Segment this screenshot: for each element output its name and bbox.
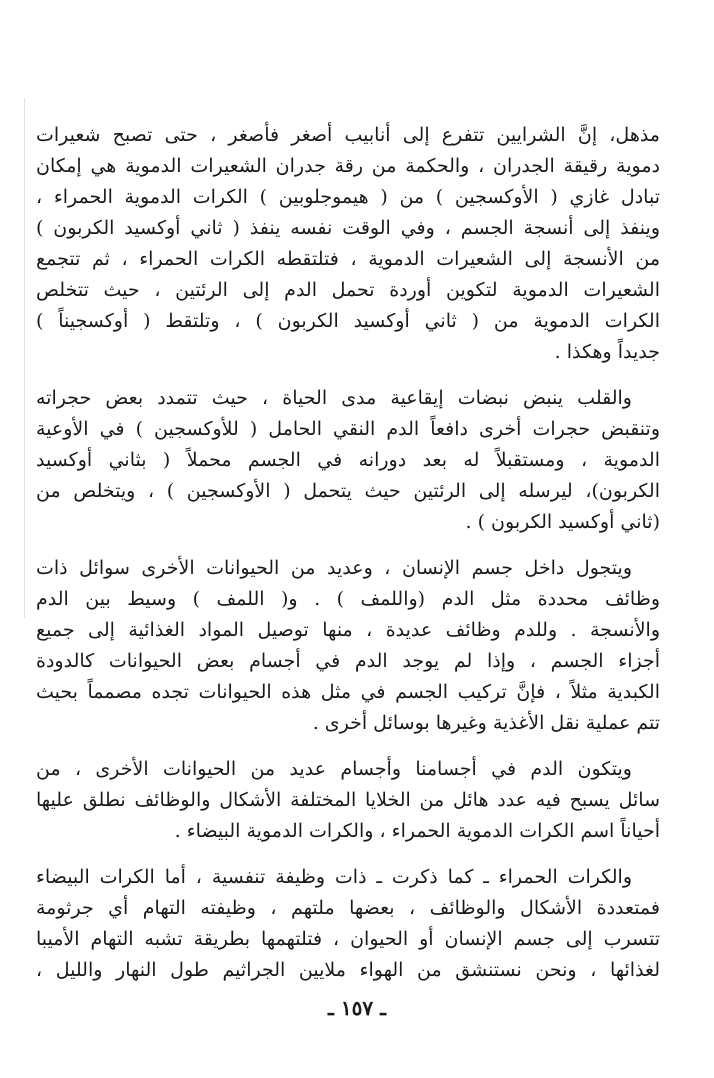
text-line: تتسرب إلى جسم الإنسان أو الحيوان ، فتلتهمها بطريقة تشبه التهام الأميبا: [36, 928, 660, 950]
text-line: من الأنسجة إلى الشعيرات الدموية ، فتلتقطه الكرات الحمراء ، ثم تتجمع: [36, 248, 660, 270]
text-line: والأنسجة . وللدم وظائف عديدة ، منها توصيل المواد الغذائية إلى جميع: [36, 619, 660, 641]
paragraph-2: [0, 383, 714, 538]
text-line: مذهل، إنَّ الشرايين تتفرع إلى أنابيب أصغر فأصغر ، حتى تصبح شعيرات: [36, 124, 660, 146]
text-line: الدموية ، ومستقبلاً له بعد دورانه في الجسم محملاً ( بثاني أوكسيد: [36, 449, 660, 471]
text-line: (ثاني أوكسيد الكربون ) .: [465, 511, 660, 533]
text-line: الكربون)، ليرسله إلى الرئتين حيث يتحمل ( الأوكسجين ) ، ويتخلص من: [36, 480, 660, 502]
body-text: [0, 120, 714, 1001]
page-number: ـ ١٥٧ ـ: [328, 996, 386, 1020]
paragraph-5: [0, 862, 714, 986]
text-line: وظائف محددة مثل الدم (واللمف ) . و( اللمف ) وسيط بين الدم: [36, 588, 660, 610]
paragraph-3: [0, 553, 714, 739]
text-line: جديداً وهكذا .: [554, 341, 660, 363]
text-line: والقلب ينبض نبضات إيقاعية مدى الحياة ، حيث تتمدد بعض حجراته: [36, 387, 632, 409]
text-line: وينفذ إلى أنسجة الجسم ، وفي الوقت نفسه ينفذ ( ثاني أوكسيد الكربون ): [36, 217, 660, 239]
text-line: والكرات الحمراء ـ كما ذكرت ـ ذات وظيفة تنفسية ، أما الكرات البيضاء: [36, 866, 632, 888]
text-line: لغذائها ، ونحن نستنشق من الهواء ملايين الجراثيم طول النهار والليل ،: [36, 959, 660, 981]
text-line: أحياناً اسم الكرات الدموية الحمراء ، والكرات الدموية البيضاء .: [174, 820, 660, 842]
text-line: سائل يسبح فيه عدد هائل من الخلايا المختلفة الأشكال والوظائف نطلق عليها: [36, 789, 660, 811]
paragraph-1: [0, 120, 714, 368]
text-line: الكبدية مثلاً ، فإنَّ تركيب الجسم في مثل هذه الحيوانات تجده مصمماً بحيث: [36, 681, 660, 703]
text-line: فمتعددة الأشكال والوظائف ، بعضها ملتهم ، وظيفته التهام أي جرثومة: [36, 897, 660, 919]
text-line: أجزاء الجسم ، وإذا لم يوجد الدم في أجسام بعض الحيوانات كالدودة: [36, 650, 660, 672]
text-line: تبادل غازي ( الأوكسجين ) من ( هيموجلوبين ) الكرات الدموية الحمراء ،: [36, 186, 660, 208]
text-line: دموية رقيقة الجدران ، والحكمة من رقة جدران الشعيرات الدموية هي إمكان: [36, 155, 660, 177]
text-line: الكرات الدموية من ( ثاني أوكسيد الكربون ) ، وتلتقط ( أوكسجيناً ): [36, 310, 660, 332]
text-line: الشعيرات الدموية لتكوين أوردة تحمل الدم إلى الرئتين ، حيث تتخلص: [36, 279, 660, 301]
text-line: ويتجول داخل جسم الإنسان ، وعديد من الحيوانات الأخرى سوائل ذات: [36, 557, 632, 579]
text-line: ويتكون الدم في أجسامنا وأجسام عديد من الحيوانات الأخرى ، من: [36, 758, 632, 780]
text-line: تتم عملية نقل الأغذية وغيرها بوسائل أخرى .: [312, 712, 660, 734]
paragraph-4: [0, 754, 714, 847]
text-line: وتنقبض حجرات أخرى دافعاً الدم النقي الحامل ( للأوكسجين ) في الأوعية: [36, 418, 660, 440]
